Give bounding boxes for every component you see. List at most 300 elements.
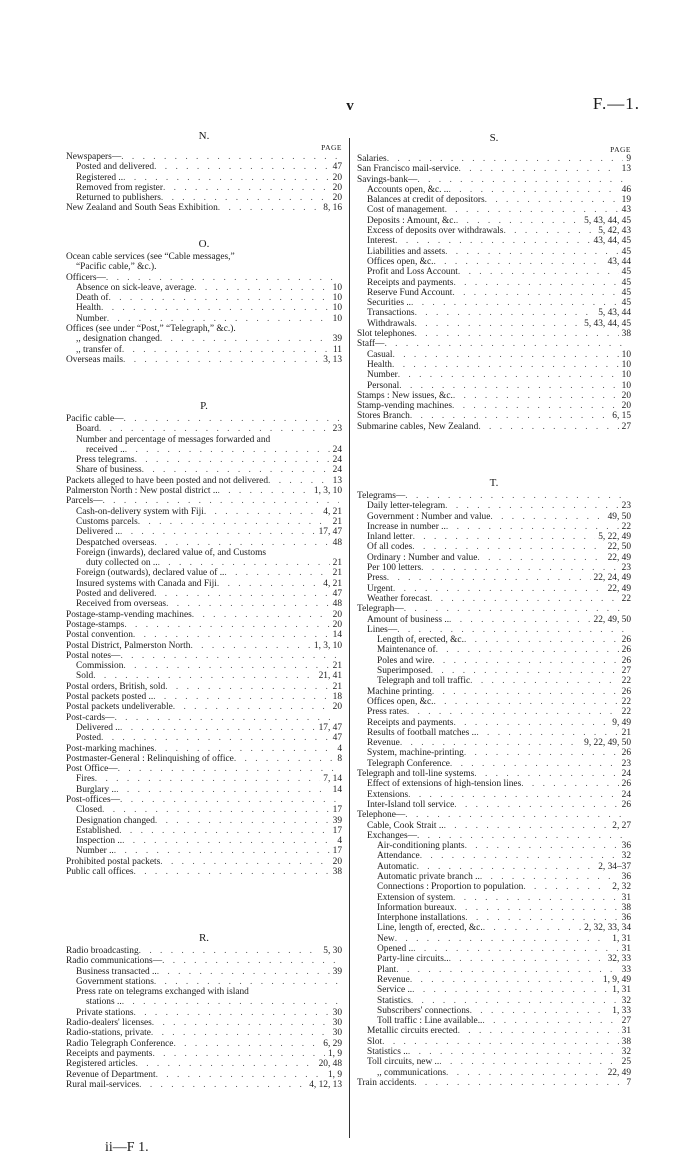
index-entry: [357, 247, 631, 257]
index-entry: [357, 965, 631, 975]
entry-page-ref: 30: [332, 1007, 342, 1018]
entry-page-ref: 39: [332, 334, 342, 345]
entry-label: Balances at credit of depositors: [367, 195, 485, 206]
index-entry: [66, 733, 342, 743]
leader-dots: [382, 1037, 619, 1047]
entry-page-ref: 20: [332, 619, 342, 630]
entry-page-ref: [339, 713, 342, 723]
entry-page-ref: 43: [621, 205, 631, 216]
leader-dots: [470, 1006, 610, 1016]
entry-label: Subscribers' connections: [377, 1005, 470, 1016]
entry-label: Inter-Island toll service: [367, 799, 455, 810]
entry-page-ref: 45: [621, 277, 631, 288]
entry-label: Urgent: [367, 583, 393, 594]
entry-page-ref: 23: [621, 758, 631, 769]
entry-page-ref: 20: [332, 182, 342, 193]
entry-page-ref: 32, 33: [607, 954, 631, 965]
index-entry: [357, 882, 631, 892]
entry-label: Service ..: [377, 985, 413, 996]
index-entry: [66, 599, 342, 609]
entry-page-ref: 20: [332, 193, 342, 204]
index-entry: [357, 360, 631, 370]
leader-dots: [190, 641, 310, 651]
leader-dots: [453, 278, 618, 288]
entry-label: Reserve Fund Account: [367, 287, 453, 298]
index-entry: [357, 1037, 631, 1047]
leader-dots: [102, 496, 339, 506]
index-entry: [66, 826, 342, 836]
leader-dots: [152, 1018, 330, 1028]
index-entry: [357, 862, 631, 872]
leader-dots: [139, 946, 321, 956]
entry-page-ref: 30: [332, 1018, 342, 1029]
leader-dots: [217, 579, 320, 589]
leader-dots: [431, 666, 619, 676]
leader-dots: [458, 267, 619, 277]
leader-dots: [236, 324, 339, 334]
index-entry: [357, 278, 631, 288]
leader-dots: [155, 816, 330, 826]
entry-page-ref: 1, 9, 49: [602, 974, 631, 985]
entry-page-ref: 14: [332, 784, 342, 795]
index-entry: [66, 203, 342, 213]
entry-label: received ..: [86, 444, 125, 455]
index-entry: [357, 573, 631, 583]
leader-dots: [121, 152, 339, 162]
index-entry: [357, 584, 631, 594]
index-entry: [357, 779, 631, 789]
index-entry: [66, 795, 342, 805]
index-entry: [357, 594, 631, 604]
entry-page-ref: 24: [332, 444, 342, 455]
leader-dots: [204, 507, 320, 517]
entry-label: San Francisco mail-service: [357, 164, 459, 175]
entry-page-ref: [339, 548, 342, 558]
entry-page-ref: 27: [621, 421, 631, 432]
leader-dots: [445, 501, 618, 511]
entry-label: Private stations: [76, 1007, 134, 1018]
index-entry: [66, 1018, 342, 1028]
leader-dots: [136, 1059, 316, 1069]
leader-dots: [124, 414, 339, 424]
entry-page-ref: 22: [621, 521, 631, 532]
entry-label: Closed: [76, 805, 103, 816]
index-entry: [66, 1049, 342, 1059]
index-entry: [357, 615, 631, 625]
section-letter: T.: [489, 477, 499, 489]
entry-label: Increase in number ..: [367, 521, 446, 532]
entry-label: Delivered ..: [76, 527, 120, 538]
index-entry: [66, 314, 342, 324]
entry-page-ref: 31: [621, 944, 631, 955]
leader-dots: [445, 205, 619, 215]
entry-page-ref: 22: [621, 676, 631, 687]
entry-label: Health: [76, 303, 101, 314]
leader-dots: [138, 517, 330, 527]
entry-label: Ordinary : Number and value: [367, 552, 478, 563]
entry-label: Designation changed: [76, 815, 155, 826]
entry-label: Casual: [367, 349, 393, 360]
leader-dots: [152, 1049, 325, 1059]
leader-dots: [93, 671, 315, 681]
entry-label: Fires: [76, 774, 95, 785]
entry-page-ref: 17, 47: [318, 527, 342, 538]
leader-dots: [411, 298, 619, 308]
index-entry: [357, 985, 631, 995]
entry-label: Pacific cable—: [66, 414, 124, 424]
leader-dots: [453, 893, 619, 903]
leader-dots: [476, 728, 618, 738]
entry-page-ref: 6, 29: [323, 1038, 342, 1049]
entry-page-ref: 2, 34–37: [598, 861, 631, 872]
entry-page-ref: [339, 324, 342, 334]
entry-label: Lines—: [367, 624, 398, 635]
entry-label: Radio-stations, private: [66, 1028, 151, 1039]
leader-dots: [417, 831, 628, 841]
index-entry: [357, 934, 631, 944]
index-entry: [66, 682, 342, 692]
entry-label: Stores Branch: [357, 411, 410, 422]
leader-dots: [120, 795, 339, 805]
entry-label: Opened ..: [377, 944, 414, 955]
index-entry: [357, 1068, 631, 1078]
leader-dots: [446, 522, 619, 532]
index-entry: [357, 308, 631, 318]
entry-label: Slot telephones: [357, 329, 415, 340]
leader-dots: [266, 548, 339, 558]
leader-dots: [449, 954, 605, 964]
entry-page-ref: 31: [621, 1026, 631, 1037]
leader-dots: [124, 620, 329, 630]
leader-dots: [123, 173, 330, 183]
entry-label: Telegrams—: [357, 491, 406, 501]
column-divider: [349, 138, 350, 1138]
entry-label: Press: [367, 573, 387, 584]
index-entry: [66, 435, 342, 445]
entry-page-ref: 38: [621, 329, 631, 340]
entry-label: Telegraph Conference: [367, 758, 450, 769]
index-entry: [357, 728, 631, 738]
index-entry: [357, 563, 631, 573]
index-entry: [66, 476, 342, 486]
leader-dots: [114, 713, 339, 723]
leader-dots: [464, 635, 619, 645]
index-entry: [66, 846, 342, 856]
entry-page-ref: [339, 414, 342, 424]
entry-label: Posted: [76, 733, 102, 744]
entry-label: Plant: [377, 964, 397, 975]
entry-label: Registered articles: [66, 1059, 136, 1070]
entry-label: Profit and Loss Account: [367, 267, 458, 278]
index-entry: [357, 666, 631, 676]
entry-label: Removed from register: [76, 182, 163, 193]
entry-page-ref: 10: [332, 313, 342, 324]
index-entry: [66, 692, 342, 702]
leader-dots: [523, 882, 609, 892]
index-entry: [357, 1016, 631, 1026]
index-entry: [357, 821, 631, 831]
entry-page-ref: 6, 15: [612, 411, 631, 422]
leader-dots: [154, 589, 330, 599]
entry-page-ref: 22, 49: [607, 583, 631, 594]
entry-page-ref: 45: [621, 267, 631, 278]
index-entry: [66, 1080, 342, 1090]
leader-dots: [421, 563, 618, 573]
entry-page-ref: 9, 49: [612, 717, 631, 728]
index-entry: [357, 1078, 631, 1088]
index-entry: [357, 718, 631, 728]
index-entry: [66, 702, 342, 712]
entry-page-ref: 26: [621, 645, 631, 656]
index-entry: [357, 370, 631, 380]
entry-label: Of all codes: [367, 542, 413, 553]
entry-label: Absence on sick-leave, average: [76, 282, 195, 293]
leader-dots: [464, 748, 619, 758]
entry-label: Stamps : New issues, &c.: [357, 390, 453, 401]
entry-page-ref: [339, 262, 342, 272]
entry-label: Board: [76, 424, 99, 435]
entry-label: Air-conditioning plants: [377, 841, 465, 852]
entry-page-ref: 48: [332, 537, 342, 548]
entry-page-ref: 7: [626, 1077, 631, 1088]
leader-dots: [432, 656, 618, 666]
leader-dots: [521, 779, 618, 789]
leader-dots: [139, 1080, 306, 1090]
index-entry: [66, 816, 342, 826]
entry-label: Radio-dealers' licenses: [66, 1018, 152, 1029]
index-entry: [357, 236, 631, 246]
entry-page-ref: [339, 252, 342, 262]
entry-label: Sold: [76, 671, 94, 682]
leader-dots: [410, 975, 600, 985]
entry-label: Officers—: [66, 272, 106, 283]
entry-page-ref: 26: [621, 748, 631, 759]
leader-dots: [165, 682, 329, 692]
entry-page-ref: [339, 651, 342, 661]
leader-dots: [101, 303, 330, 313]
entry-label: Post Office—: [66, 764, 118, 775]
index-entry: [357, 831, 631, 841]
index-entry: [66, 183, 342, 193]
entry-page-ref: 22, 50: [607, 542, 631, 553]
entry-page-ref: 17: [332, 846, 342, 857]
entry-page-ref: 43, 44: [607, 256, 631, 267]
index-entry: [66, 1028, 342, 1038]
entry-page-ref: 21: [332, 558, 342, 569]
index-entry: [357, 288, 631, 298]
entry-label: Burglary ..: [76, 784, 117, 795]
entry-label: Deposits : Amount, &c.: [367, 215, 456, 226]
entry-page-ref: 20: [621, 401, 631, 412]
entry-label: Returned to publishers: [76, 193, 161, 204]
entry-label: Poles and wire: [377, 655, 433, 666]
entry-label: Salaries: [357, 154, 387, 164]
index-entry: [357, 1057, 631, 1067]
leader-dots: [157, 967, 330, 977]
entry-page-ref: 45: [621, 246, 631, 257]
entry-label: Effect of extensions of high-tension lines: [367, 779, 522, 790]
leader-dots: [218, 486, 311, 496]
entry-page-ref: 32: [621, 851, 631, 862]
entry-page-ref: 24: [332, 455, 342, 466]
entry-page-ref: 47: [332, 589, 342, 600]
index-entry: [357, 748, 631, 758]
entry-page-ref: 8, 16: [323, 203, 342, 214]
entry-label: Death of: [76, 293, 109, 304]
index-entry: [357, 1006, 631, 1016]
entry-page-ref: 20: [332, 172, 342, 183]
leader-dots: [160, 334, 330, 344]
index-entry: [357, 350, 631, 360]
leader-dots: [465, 913, 618, 923]
index-entry: [66, 517, 342, 527]
leader-dots: [142, 465, 330, 475]
leader-dots: [393, 350, 619, 360]
index-entry: [357, 329, 631, 339]
leader-dots: [452, 401, 619, 411]
entry-page-ref: [628, 491, 631, 501]
entry-page-ref: 47: [332, 733, 342, 744]
entry-label: Overseas mails: [66, 354, 124, 365]
entry-label: “Pacific cable,” &c.).: [76, 262, 157, 273]
index-entry: [357, 635, 631, 645]
entry-page-ref: 21: [332, 681, 342, 692]
index-entry: [357, 810, 631, 820]
leader-dots: [156, 262, 339, 272]
entry-label: Number ..: [76, 846, 114, 857]
entry-page-ref: 1, 31: [612, 985, 631, 996]
entry-page-ref: 39: [332, 966, 342, 977]
index-entry: [66, 1070, 342, 1080]
index-entry: [357, 687, 631, 697]
leader-dots: [151, 1028, 330, 1038]
entry-page-ref: 1, 33: [612, 1005, 631, 1016]
entry-label: Rural mail-services: [66, 1079, 140, 1090]
entry-label: Postmaster-General : Relinquishing of office: [66, 753, 234, 764]
leader-dots: [433, 257, 604, 267]
index-entry: [66, 303, 342, 313]
entry-page-ref: 46: [621, 184, 631, 195]
section-letter: S.: [489, 132, 499, 144]
leader-dots: [101, 733, 330, 743]
entry-label: Extensions: [367, 789, 409, 800]
entry-page-ref: 17: [332, 805, 342, 816]
entry-page-ref: 17: [332, 825, 342, 836]
entry-label: Extension of system: [377, 892, 454, 903]
leader-dots: [95, 774, 321, 784]
entry-page-ref: 38: [621, 1036, 631, 1047]
leader-dots: [458, 1026, 619, 1036]
leader-dots: [477, 553, 604, 563]
index-entry: [357, 738, 631, 748]
entry-label: Press telegrams: [76, 455, 135, 466]
entry-label: Personal: [367, 380, 400, 391]
leader-dots: [160, 857, 329, 867]
leader-dots: [405, 491, 628, 501]
entry-label: Train accidents: [357, 1077, 415, 1088]
index-entry: [357, 257, 631, 267]
entry-page-ref: 1, 31: [612, 933, 631, 944]
index-entry: [66, 987, 342, 997]
entry-page-ref: [628, 339, 631, 349]
entry-page-ref: 5, 30: [323, 946, 342, 956]
entry-label: Press rate on telegrams exchanged with island: [76, 987, 249, 998]
entry-label: Postal convention: [66, 630, 133, 641]
entry-label: Share of business: [76, 465, 142, 476]
entry-label: Revenue: [367, 738, 400, 749]
index-entry: [357, 195, 631, 205]
index-section: [66, 236, 342, 365]
entry-label: Interphone installations: [377, 913, 466, 924]
entry-label: Postage-stamps: [66, 619, 125, 630]
index-entry: [66, 445, 342, 455]
page-header-center: v: [346, 98, 354, 114]
entry-page-ref: 14: [332, 630, 342, 641]
index-entry: [66, 152, 342, 162]
index-entry: [66, 486, 342, 496]
entry-page-ref: 1, 9: [327, 1069, 342, 1080]
entry-label: Insured systems with Canada and Fiji: [76, 578, 217, 589]
entry-label: Post-marking machines: [66, 743, 155, 754]
leader-dots: [270, 435, 339, 445]
index-entry: [357, 676, 631, 686]
leader-dots: [430, 594, 619, 604]
entry-page-ref: 2, 32, 33, 34: [584, 923, 631, 934]
leader-dots: [120, 723, 316, 733]
entry-page-ref: 21: [332, 568, 342, 579]
entry-label: Statistics: [377, 995, 411, 1006]
entry-label: Superimposed: [377, 666, 431, 677]
index-entry: [357, 903, 631, 913]
index-entry: [66, 1008, 342, 1018]
entry-page-ref: 22, 24, 49: [593, 573, 631, 584]
leader-dots: [156, 1070, 325, 1080]
leader-dots: [119, 826, 329, 836]
entry-page-ref: 1, 3, 10: [313, 486, 342, 497]
entry-page-ref: 43, 44, 45: [593, 236, 631, 247]
index-entry: [357, 401, 631, 411]
index-entry: [66, 334, 342, 344]
leader-dots: [163, 183, 330, 193]
index-entry: [357, 656, 631, 666]
entry-page-ref: 26: [621, 635, 631, 646]
entry-page-ref: 8: [337, 753, 342, 764]
index-entry: [66, 455, 342, 465]
leader-dots: [114, 846, 330, 856]
entry-label: Accounts open, &c. ..: [367, 184, 449, 195]
entry-label: Cable, Cook Strait ..: [367, 820, 444, 831]
entry-label: Commission: [76, 661, 124, 672]
leader-dots: [482, 1016, 618, 1026]
index-entry: [357, 422, 631, 432]
index-entry: [357, 216, 631, 226]
index-entry: [357, 339, 631, 349]
section-letter: P.: [200, 400, 208, 412]
index-entry: [66, 496, 342, 506]
entry-page-ref: 22, 49: [607, 552, 631, 563]
index-entry: [357, 841, 631, 851]
index-entry: [357, 532, 631, 542]
entry-label: Staff—: [357, 339, 385, 350]
leader-dots: [158, 558, 330, 568]
leader-dots: [173, 702, 330, 712]
index-entry: [357, 298, 631, 308]
entry-label: Post-cards—: [66, 712, 115, 723]
index-entry: [357, 923, 631, 933]
entry-label: Machine printing: [367, 686, 432, 697]
entry-page-ref: 4, 12, 13: [309, 1079, 342, 1090]
index-entry: [66, 324, 342, 334]
